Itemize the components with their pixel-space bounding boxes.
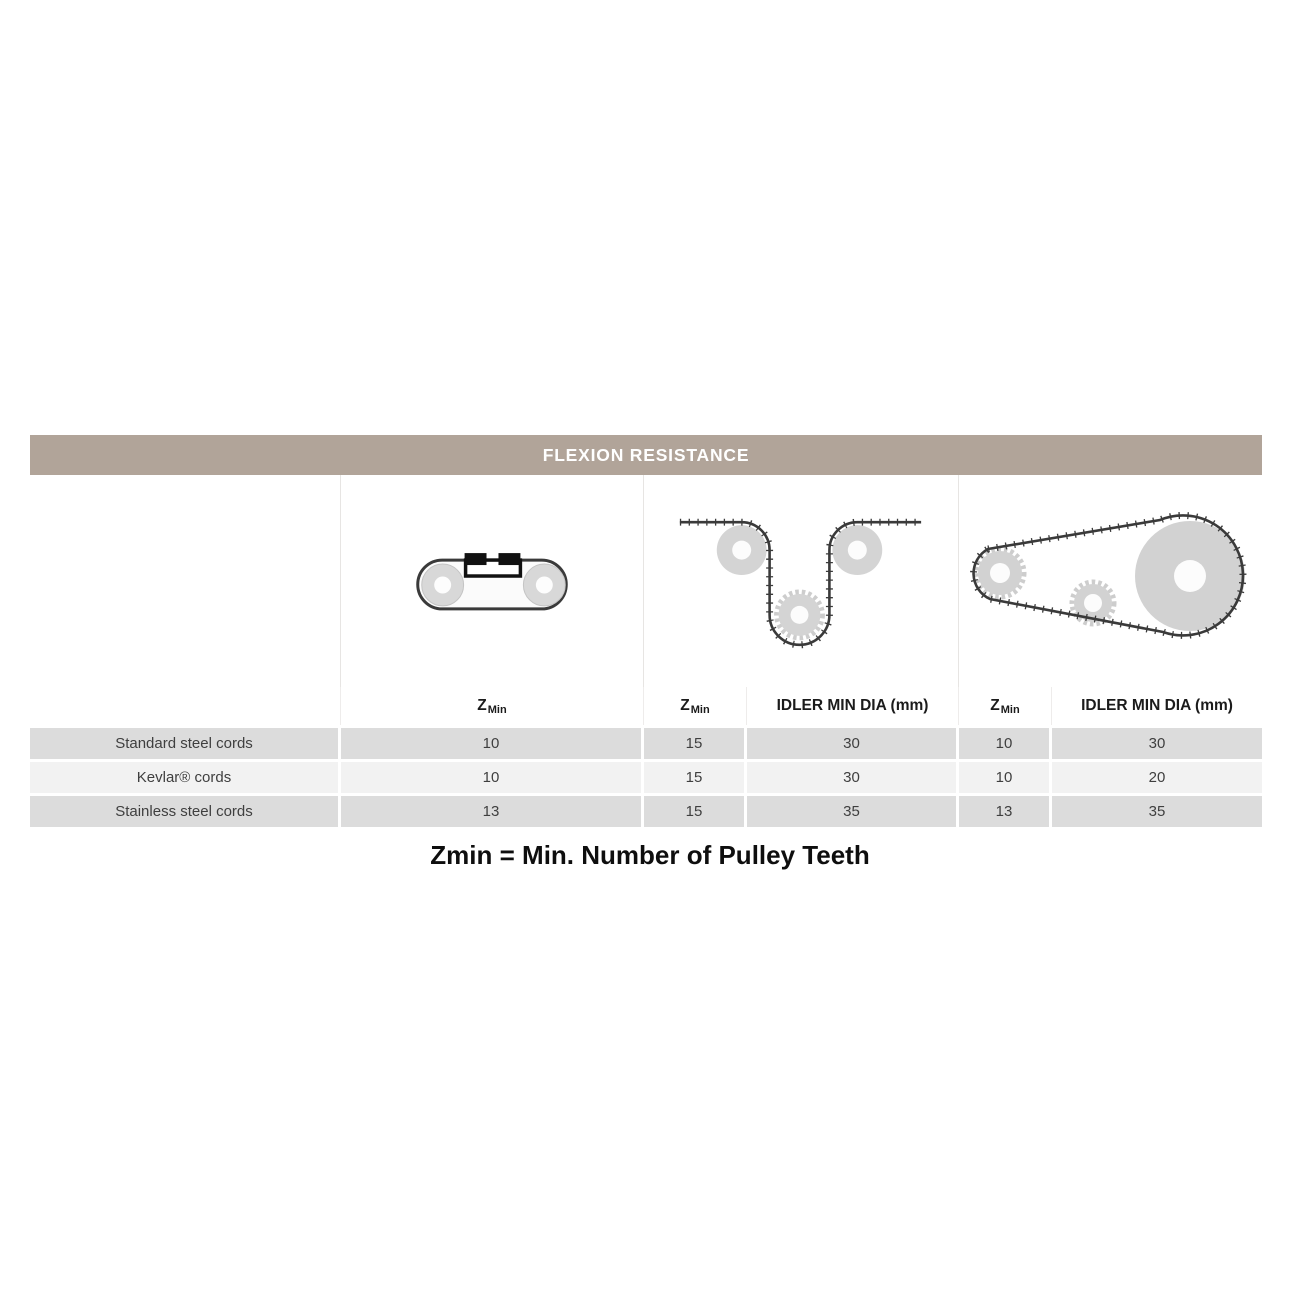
- row-label: Standard steel cords: [30, 728, 341, 759]
- cell-idler-dia: 20: [1052, 762, 1262, 793]
- cell-idler-dia: 30: [747, 762, 959, 793]
- column-header-idler-1: [747, 687, 959, 725]
- diagram-cell-empty: [30, 475, 341, 687]
- belt-over-idlers-v-wrap-icon: [644, 475, 958, 687]
- cell-idler-dia: 35: [747, 796, 959, 827]
- table-title-bar: [30, 435, 1262, 475]
- multi-pulley-drive-diagram: [959, 475, 1262, 687]
- row-label: Kevlar® cords: [30, 762, 341, 793]
- cell-zmin: 15: [644, 796, 747, 827]
- cell-zmin: 10: [959, 762, 1052, 793]
- cell-zmin: 10: [341, 728, 644, 759]
- column-header-idler-2: [1052, 687, 1262, 725]
- diagram-row: [30, 475, 1262, 687]
- clamped-belt-two-pulleys-icon: [341, 475, 643, 687]
- cell-zmin: 10: [959, 728, 1052, 759]
- cell-zmin: 10: [341, 762, 644, 793]
- cell-idler-dia: 30: [1052, 728, 1262, 759]
- cell-zmin: 15: [644, 762, 747, 793]
- table-title: FLEXION RESISTANCE: [542, 444, 750, 465]
- column-header-zmin-3: [959, 687, 1052, 725]
- zmin-subscript: Min: [1000, 704, 1020, 716]
- table-row: [30, 762, 1262, 793]
- flexion-resistance-table: [30, 435, 1262, 827]
- zmin-subscript: Min: [487, 704, 507, 716]
- table-row: [30, 728, 1262, 759]
- column-header-zmin-1: [341, 687, 644, 725]
- zmin-definition-caption: Zmin = Min. Number of Pulley Teeth: [430, 840, 870, 870]
- multi-pulley-belt-drive-icon: [959, 475, 1262, 687]
- zmin-subscript: Min: [690, 704, 710, 716]
- row-label: Stainless steel cords: [30, 796, 341, 827]
- cell-zmin: 13: [341, 796, 644, 827]
- zmin-symbol: Z: [680, 697, 690, 714]
- cell-zmin: 15: [644, 728, 747, 759]
- column-header-zmin-2: [644, 687, 747, 725]
- cell-idler-dia: 30: [747, 728, 959, 759]
- zmin-symbol: Z: [990, 697, 1000, 714]
- idler-label: IDLER MIN DIA (mm): [776, 697, 929, 714]
- column-header-empty: [30, 687, 341, 725]
- idler-label: IDLER MIN DIA (mm): [1081, 697, 1233, 714]
- cell-zmin: 13: [959, 796, 1052, 827]
- table-row: [30, 796, 1262, 827]
- cell-idler-dia: 35: [1052, 796, 1262, 827]
- idler-v-wrap-diagram: [644, 475, 959, 687]
- clamped-belt-diagram: [341, 475, 644, 687]
- zmin-symbol: Z: [477, 697, 487, 714]
- column-header-row: [30, 687, 1262, 725]
